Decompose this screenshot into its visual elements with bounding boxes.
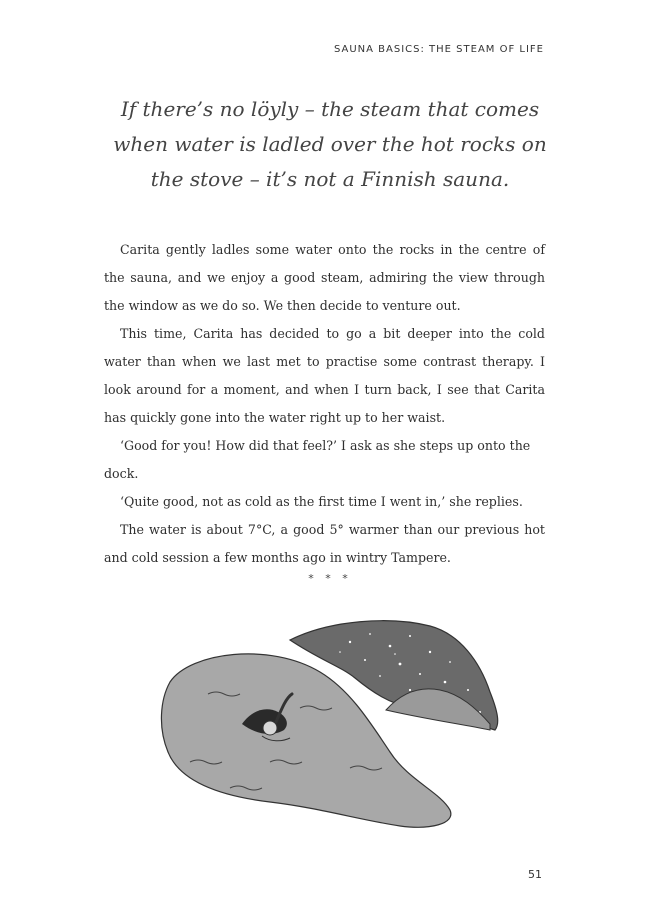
page-number: 51	[528, 868, 542, 881]
swimmer-in-lake-illustration	[150, 612, 510, 836]
pull-quote: If there’s no löyly – the steam that comes when water is ladled over the hot rocks on the stove – it’s not a Finnish sauna.	[113, 97, 547, 191]
paragraph: This time, Carita has decided to go a bit deeper into the cold water than when we last met to practise some contrast therapy. I look around for a moment, and when I turn back, I see that Carita has quickly gone into the water right up to her waist.	[104, 326, 545, 425]
paragraph: Carita gently ladles some water onto the rocks in the centre of the sauna, and we enjoy a good steam, admiring the view through the window as we do so. We then decide to venture out.	[104, 242, 545, 313]
running-head: SAUNA BASICS: THE STEAM OF LIFE	[333, 44, 544, 55]
paragraph: The water is about 7°C, a good 5° warmer than our previous hot and cold session a few months ago in wintry Tampere.	[104, 522, 545, 565]
paragraph: ‘Quite good, not as cold as the first time I went in,’ she replies.	[120, 494, 523, 509]
body-text	[104, 236, 545, 572]
paragraph: ‘Good for you! How did that feel?’ I ask as she steps up onto the dock.	[104, 438, 531, 481]
section-break: * * *	[308, 572, 352, 585]
